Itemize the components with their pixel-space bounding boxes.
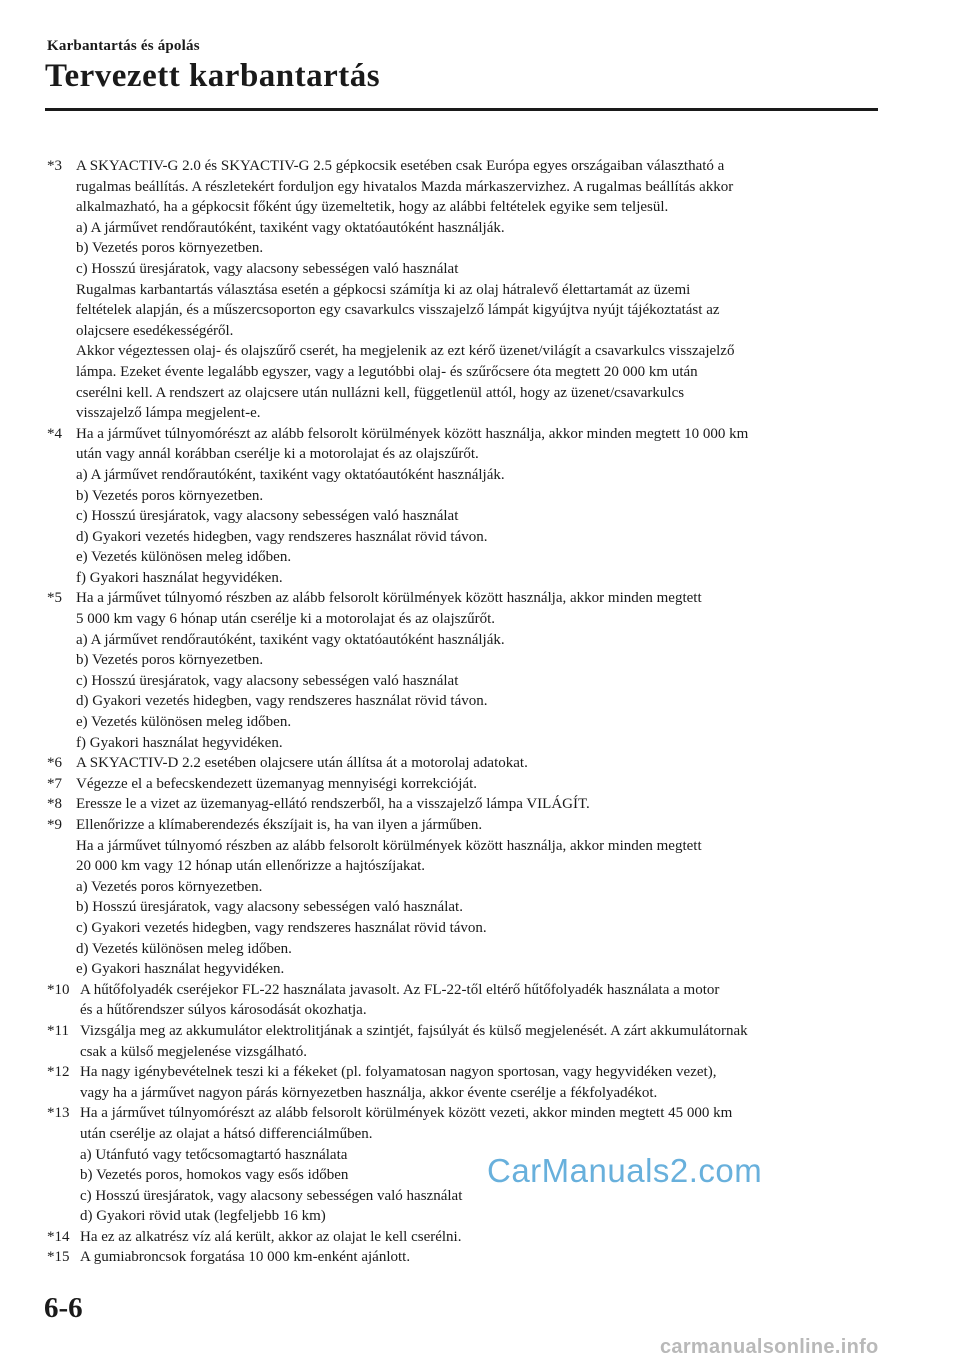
footnote-line: Ha nagy igénybevételnek teszi ki a fékeket (pl. folyamatosan nagyon sportosan, vagy hegyvidéken vezet), bbox=[80, 1064, 717, 1081]
footnote-body bbox=[76, 815, 877, 980]
footnote-line: Ellenőrizze a klímaberendezés ékszíjait is, ha van ilyen a járműben. bbox=[76, 817, 483, 833]
footnote-marker: *13 bbox=[47, 1105, 70, 1122]
footnote-body bbox=[80, 1227, 877, 1248]
footnote-line: a) A járművet rendőrautóként, taxiként vagy oktatóautóként használják. bbox=[76, 466, 505, 483]
footnote-line: feltételek alapján, és a műszercsoporton egy csavarkulcs visszajelző lámpát kigyújtva nyújt tájékoztatást az bbox=[76, 302, 720, 319]
footnote-line: csak a külső megjelenése vizsgálható. bbox=[80, 1043, 308, 1060]
footnote-line: e) Gyakori használat hegyvidéken. bbox=[76, 961, 285, 978]
footnote bbox=[47, 588, 877, 753]
footnote-line: cserélni kell. A rendszert az olajcsere után nullázni kell, függetlenül attól, hogy az üzenet/csavarkulcs bbox=[76, 384, 685, 401]
footnote-line: b) Hosszú üresjáratok, vagy alacsony sebességen való használat. bbox=[76, 899, 463, 916]
footnote-line: és a hűtőrendszer súlyos károsodását okozhatja. bbox=[80, 1002, 367, 1019]
footnote-line: Eressze le a vizet az üzemanyag-ellátó rendszerből, ha a visszajelző lámpa VILÁGÍT. bbox=[76, 796, 590, 813]
footnote-line: b) Vezetés poros, homokos vagy esős időben bbox=[80, 1167, 349, 1184]
footnote-line: lámpa. Ezeket évente legalább egyszer, vagy a legutóbbi olaj- és szűrőcsere óta megtett 20 000 km után bbox=[76, 363, 698, 380]
footnote-line: Ha a járművet túlnyomórészt az alább felsorolt körülmények között vezeti, akkor minden megtett 45 000 km bbox=[80, 1105, 733, 1122]
footnote-line: b) Vezetés poros környezetben. bbox=[76, 240, 264, 257]
footnote-line: a) A járművet rendőrautóként, taxiként vagy oktatóautóként használják. bbox=[76, 219, 505, 236]
footnote-body bbox=[76, 588, 877, 753]
footnote-body bbox=[76, 794, 877, 815]
page-number: 6-6 bbox=[44, 1292, 83, 1324]
footnote-line: Végezze el a befecskendezett üzemanyag mennyiségi korrekcióját. bbox=[76, 775, 478, 792]
footnote-line: f) Gyakori használat hegyvidéken. bbox=[76, 569, 283, 586]
footnote-marker: *14 bbox=[47, 1228, 70, 1245]
footnote bbox=[47, 1062, 877, 1103]
footnote-marker: *11 bbox=[47, 1022, 69, 1039]
footnote-line: Vizsgálja meg az akkumulátor elektrolitjának a szintjét, fajsúlyát és külső megjelenését. A zárt akkumulátornak bbox=[80, 1022, 748, 1039]
footnote-body bbox=[80, 980, 877, 1021]
watermark-carmanuals2: CarManuals2.com bbox=[487, 1152, 763, 1189]
footnote-line: Ha a járművet túlnyomó részben az alább felsorolt körülmények között használja, akkor minden megtett bbox=[76, 837, 702, 854]
footnote-marker: *5 bbox=[47, 590, 62, 607]
footnote-line: után cserélje az olajat a hátsó differenciálműben. bbox=[80, 1125, 373, 1142]
footnote bbox=[47, 424, 877, 589]
footnote-marker: *15 bbox=[47, 1249, 70, 1266]
footnote bbox=[47, 753, 877, 774]
footnote-line: Ha a járművet túlnyomó részben az alább felsorolt körülmények között használja, akkor minden megtett bbox=[76, 590, 702, 607]
footnote bbox=[47, 774, 877, 795]
footnote bbox=[47, 1227, 877, 1248]
footnote-marker: *7 bbox=[47, 775, 62, 792]
footnote bbox=[47, 156, 877, 424]
page-title: Tervezett karbantartás bbox=[45, 58, 381, 94]
footnote-line: visszajelző lámpa megjelent-e. bbox=[76, 405, 261, 422]
footnote-line: után vagy annál korábban cserélje ki a motorolajat és az olajszűrőt. bbox=[76, 446, 479, 463]
footnote bbox=[47, 1247, 877, 1268]
footnote-marker: *12 bbox=[47, 1064, 70, 1081]
footnote-line: e) Vezetés különösen meleg időben. bbox=[76, 549, 292, 566]
footnote bbox=[47, 1021, 877, 1062]
footnote-body bbox=[76, 753, 877, 774]
footnote-line: b) Vezetés poros környezetben. bbox=[76, 487, 264, 504]
footnote-marker: *3 bbox=[47, 158, 62, 174]
footnote-line: b) Vezetés poros környezetben. bbox=[76, 652, 264, 669]
footnote-line: c) Hosszú üresjáratok, vagy alacsony sebességen való használat bbox=[80, 1187, 463, 1204]
footnote-line: a) A járművet rendőrautóként, taxiként vagy oktatóautóként használják. bbox=[76, 631, 505, 648]
footnote-line: 20 000 km vagy 12 hónap után ellenőrizze a hajtószíjakat. bbox=[76, 858, 426, 875]
footnote-line: 5 000 km vagy 6 hónap után cserélje ki a motorolajat és az olajszűrőt. bbox=[76, 611, 496, 628]
footnote-line: A gumiabroncsok forgatása 10 000 km-enként ajánlott. bbox=[80, 1249, 411, 1266]
footnote-body bbox=[76, 774, 877, 795]
footnote-line: d) Gyakori rövid utak (legfeljebb 16 km) bbox=[80, 1208, 326, 1225]
footnote-body bbox=[76, 424, 877, 589]
footnote-line: A hűtőfolyadék cseréjekor FL-22 használata javasolt. Az FL-22-től eltérő hűtőfolyadék használata a motor bbox=[80, 981, 720, 998]
footnote-line: d) Gyakori vezetés hidegben, vagy rendszeres használat rövid távon. bbox=[76, 528, 488, 545]
footnote bbox=[47, 980, 877, 1021]
footnote-line: c) Hosszú üresjáratok, vagy alacsony sebességen való használat bbox=[76, 672, 459, 689]
footnote-body bbox=[76, 156, 877, 424]
footnote bbox=[47, 794, 877, 815]
footnotes-list bbox=[47, 156, 877, 1268]
footnote bbox=[47, 815, 877, 980]
footnote-line: a) Utánfutó vagy tetőcsomagtartó használata bbox=[80, 1146, 348, 1163]
footnote-line: alkalmazható, ha a gépkocsit főként úgy üzemeltetik, hogy az alábbi feltételek egyike sem teljesül. bbox=[76, 199, 669, 216]
footnote-line: rugalmas beállítás. A részletekért forduljon egy hivatalos Mazda márkaszervizhez. A rugalmas beállítás akkor bbox=[76, 178, 734, 195]
footnote-line: d) Vezetés különösen meleg időben. bbox=[76, 940, 292, 957]
section-label: Karbantartás és ápolás bbox=[47, 38, 200, 54]
footnote-line: f) Gyakori használat hegyvidéken. bbox=[76, 734, 283, 751]
footnote-marker: *6 bbox=[47, 755, 62, 772]
footnote-body bbox=[80, 1021, 877, 1062]
footnote-line: d) Gyakori vezetés hidegben, vagy rendszeres használat rövid távon. bbox=[76, 693, 488, 710]
footnote-line: olajcsere esedékességéről. bbox=[76, 322, 234, 339]
footnote-line: Rugalmas karbantartás választása esetén a gépkocsi számítja ki az olaj hátralevő élettartamát az üzemi bbox=[76, 281, 691, 298]
footnote-line: A SKYACTIV-D 2.2 esetében olajcsere után állítsa át a motorolaj adatokat. bbox=[76, 755, 528, 772]
footnote-marker: *10 bbox=[47, 981, 70, 998]
footnote-line: c) Gyakori vezetés hidegben, vagy rendszeres használat rövid távon. bbox=[76, 919, 487, 936]
footnote-marker: *4 bbox=[47, 425, 62, 442]
title-rule bbox=[45, 108, 878, 111]
footnote-line: c) Hosszú üresjáratok, vagy alacsony sebességen való használat bbox=[76, 260, 459, 277]
footnote-line: vagy ha a járművet nagyon párás környezetben használja, akkor évente cserélje a fékfolyadékot. bbox=[80, 1084, 658, 1101]
footnote-body bbox=[80, 1062, 877, 1103]
footnote-line: Ha ez az alkatrész víz alá került, akkor az olajat le kell cserélni. bbox=[80, 1228, 462, 1245]
footnote-marker: *8 bbox=[47, 796, 62, 813]
watermark-carmanualsonline: carmanualsonline.info bbox=[660, 1336, 879, 1358]
footnote-marker: *9 bbox=[47, 817, 62, 833]
footnote-line: e) Vezetés különösen meleg időben. bbox=[76, 714, 292, 731]
footnote-line: a) Vezetés poros környezetben. bbox=[76, 878, 263, 895]
footnote-line: Akkor végeztessen olaj- és olajszűrő cserét, ha megjelenik az ezt kérő üzenet/világít a csavarkulcs visszajelző bbox=[76, 343, 735, 360]
footnote-line: A SKYACTIV-G 2.0 és SKYACTIV-G 2.5 gépkocsik esetében csak Európa egyes országaiban választható a bbox=[76, 158, 725, 174]
footnote-line: c) Hosszú üresjáratok, vagy alacsony sebességen való használat bbox=[76, 508, 459, 525]
footnote-line: Ha a járművet túlnyomórészt az alább felsorolt körülmények között használja, akkor minden megtett 10 000 km bbox=[76, 425, 749, 442]
footnote-body bbox=[80, 1247, 877, 1268]
